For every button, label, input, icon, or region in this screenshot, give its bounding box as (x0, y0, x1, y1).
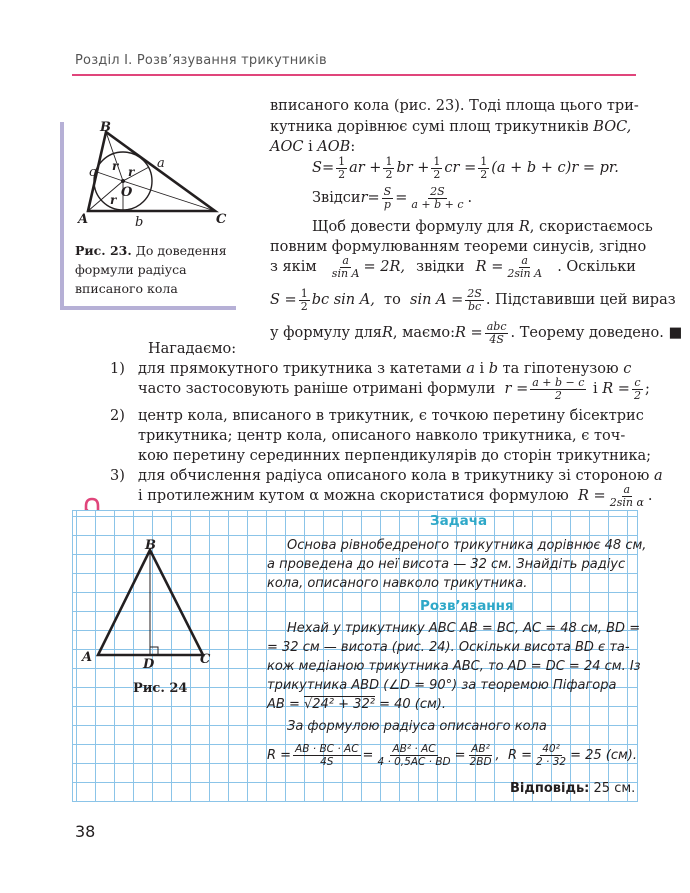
answer-line: Відповідь: 25 см. (510, 781, 636, 796)
page-number: 38 (75, 822, 96, 841)
proof-line-8: з якім $\frac{a}{\text{sin A}}$ = 2R, звідки R = $\frac{a}{\text{2sin A}}$ . Оскільки (270, 253, 636, 280)
fig23-label-A: A (78, 212, 89, 227)
header-rule (72, 74, 636, 76)
reminder-num-2: 2) (110, 408, 125, 424)
proof-equation-radius: Звідси r = $\frac{S}{p}$ = $\frac{2S}{a + b + c}$ . (312, 184, 473, 211)
fig24-label-D: D (143, 657, 155, 672)
task-line-1: Основа рівнобедреного трикутника дорівнює 48 см, (287, 538, 647, 553)
proof-line-3: AOC і AOB: (270, 139, 356, 155)
proof-line-1: вписаного кола (рис. 23). Тоді площа цього три- (270, 98, 639, 114)
solution-line-2: = 32 см — висота (рис. 24). Оскільки висота BD є та- (267, 640, 630, 655)
reminder-num-3: 3) (110, 468, 125, 484)
reminder-item-2-line-2: трикутника; центр кола, описаного навколо трикутника, є точ- (138, 428, 626, 444)
solution-line-6: За формулою радіуса описаного кола (287, 719, 547, 734)
proof-line-7: повним формулюванням теореми синусів, згідно (270, 239, 647, 255)
triangle-abc (88, 132, 215, 211)
proof-line-6: Щоб довести формулу для R, скористаємось (312, 219, 653, 235)
solution-line-4: трикутника ABD (∠D = 90°) за теоремою Піфагора (267, 678, 617, 693)
fig23-label-c: c (89, 165, 97, 180)
fig24-label-C: C (200, 652, 211, 667)
proof-line-9: S = $\frac{1}{2}$ bc sin A, то sin A = $\frac{2S}{bc}$ . Підставивши цей вираз (270, 286, 676, 313)
figure-24-caption: Рис. 24 (133, 681, 188, 696)
solution-line-5: AB = √24² + 32² = 40 (см). (267, 697, 447, 712)
proof-equation-area: S = $\frac{1}{2}$ ar + $\frac{1}{2}$ br + $\frac{1}{2}$ cr = $\frac{1}{2}$ (a + b + c)r = pr. (312, 154, 619, 181)
reminder-item-2-line-1: центр кола, вписаного в трикутник, є точкою перетину бісектрис (138, 408, 644, 424)
fig23-label-r2: r (128, 165, 135, 179)
fig24-label-B: B (145, 538, 156, 553)
figure-24-diagram (88, 540, 218, 670)
task-line-2: а проведена до неї висота — 32 см. Знайдіть радіус (267, 557, 626, 572)
reminder-item-3-line-2: і протилежним кутом α можна скористатися формулою R = $\frac{a}{\text{2sin α}}$ . (138, 482, 653, 509)
running-header: Розділ І. Розв’язування трикутників (75, 53, 327, 68)
proof-line-2: кутника дорівнює сумі площ трикутників BOC, (270, 119, 632, 135)
solution-line-1: Нехай у трикутнику ABC AB = BC, AC = 48 см, BD = (287, 621, 641, 636)
fig23-label-r3: r (110, 193, 117, 207)
fig24-label-A: A (82, 650, 93, 665)
solution-line-3: кож медіаною трикутника ABC, то AD = DC = 24 см. Із (267, 659, 641, 674)
task-heading: Задача (430, 513, 488, 529)
reminder-item-3-line-1: для обчислення радіуса описаного кола в трикутнику зі стороною a (138, 468, 663, 484)
solution-formula: R = $\frac{AB \cdot BC \cdot AC}{4S}$ = $\frac{\text{AB² · AC}}{4 \cdot 0,5AC \cdot BD}$ = $\frac{\text{AB²}}{2BD}$ , R = $\frac{\text{40²}}{2 \cdot 32}$ = 25 (см). (267, 742, 638, 768)
fig23-label-C: C (216, 212, 227, 227)
solution-heading: Розв’язання (420, 598, 514, 614)
figure-23-accent-bar (60, 122, 64, 310)
fig23-label-O: O (121, 185, 133, 200)
figure-23-caption: Рис. 23. До доведення формули радіуса вписаного кола (75, 243, 227, 296)
reminder-item-1-line-1: для прямокутного трикутника з катетами a і b та гіпотенузою c (138, 361, 632, 377)
fig23-label-a: a (157, 156, 165, 171)
fig23-label-r1: r (112, 159, 119, 173)
fig23-label-b: b (135, 215, 144, 230)
proof-line-10: у формулу для R , маємо: R = abc 4S . Теорему доведено. ■ (270, 319, 683, 346)
reminder-item-1-line-2: часто застосовують раніше отримані формули r = $\frac{a + b - c}{2}$ і R = $\frac{c}{2}$ ; (138, 375, 650, 402)
reminder-title: Нагадаємо: (148, 341, 237, 357)
task-line-3: кола, описаного навколо трикутника. (267, 576, 528, 591)
reminder-num-1: 1) (110, 361, 125, 377)
figure-23-accent-bottom (60, 306, 236, 310)
reminder-item-2-line-3: кою перетину серединних перпендикулярів до сторін трикутника; (138, 448, 652, 464)
fig23-label-B: B (100, 120, 111, 135)
